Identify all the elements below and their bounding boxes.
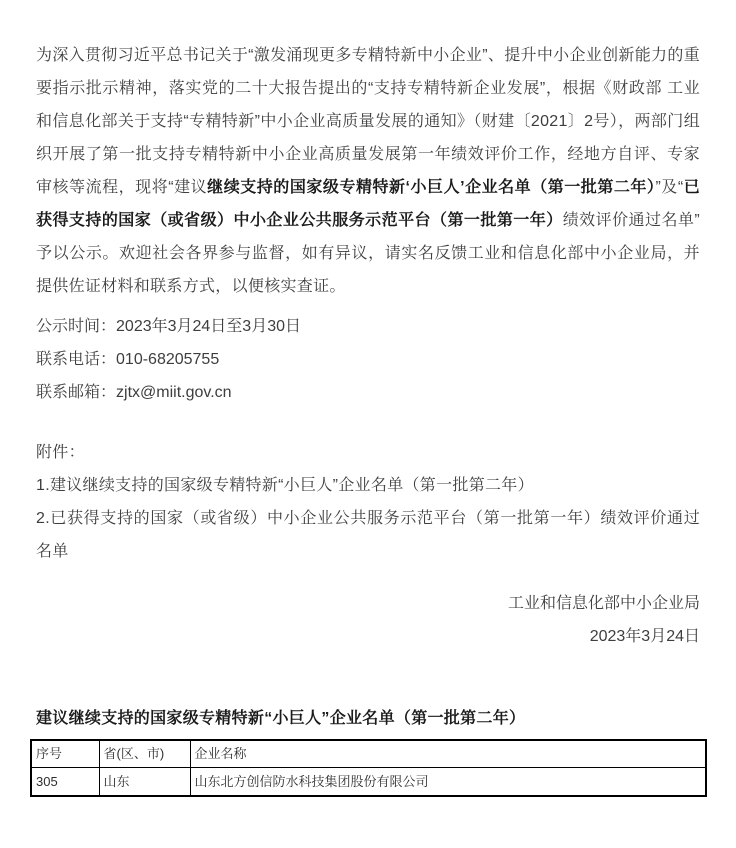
cell-province: 山东 — [99, 768, 190, 797]
attachments-label: 附件： — [36, 444, 85, 461]
issue-date: 2023年3月24日 — [589, 628, 700, 645]
attachment-item-2: 2.已获得支持的国家（或省级）中小企业公共服务示范平台（第一批第一年）绩效评价通过名单 — [36, 510, 700, 560]
publicity-period-value: 2023年3月24日至3月30日 — [116, 318, 302, 335]
emphasized-list-name-1: 继续支持的国家级专精特新‘小巨人’企业名单（第一批第二年） — [207, 179, 656, 196]
contact-email-value: zjtx@miit.gov.cn — [116, 384, 232, 401]
issuing-department: 工业和信息化部中小企业局 — [507, 595, 700, 612]
attachment-item-1: 1.建议继续支持的国家级专精特新“小巨人”企业名单（第一批第二年） — [36, 477, 534, 494]
publicity-period-label: 公示时间： — [36, 318, 117, 335]
signature-block — [36, 587, 700, 653]
attachments-block — [36, 436, 700, 568]
table-header-province: 省(区、市) — [99, 740, 190, 768]
table-row — [31, 768, 706, 797]
publicity-period-line — [36, 310, 700, 343]
emphasized-list-name-2: 已获得支持的国家（或省级）中小企业公共服务示范平台（第一批第一年） — [36, 179, 700, 229]
contact-phone-value: 010-68205755 — [116, 351, 220, 368]
cell-seq: 305 — [31, 768, 99, 797]
table-header-row — [31, 740, 706, 768]
announcement-paragraph — [36, 39, 700, 303]
contact-info-block — [36, 310, 700, 409]
paragraph-segment: 为深入贯彻习近平总书记关于“激发涌现更多专精特新中小企业”、提升中小企业创新能力的重要指示批示精神，落实党的二十大报告提出的“支持专精特新企业发展”，根据《财政部 工业和信息化部关于支持“专精特新”中小企业高质量发展的通知》（财建〔2021〕2号），两部门组织开展了第一批支持专精特新中小企业高质量发展第一年绩效评价工作，经地方自评、专家审核等流程，现将“建议 — [36, 47, 700, 196]
cell-enterprise: 山东北方创信防水科技集团股份有限公司 — [190, 768, 706, 797]
contact-email-line — [36, 376, 700, 409]
contact-phone-line — [36, 343, 700, 376]
contact-phone-label: 联系电话： — [36, 351, 117, 368]
table-header-enterprise: 企业名称 — [190, 740, 706, 768]
paragraph-segment: 绩效评价通过名单”予以公示。欢迎社会各界参与监督，如有异议，请实名反馈工业和信息化部中小企业局，并提供佐证材料和联系方式，以便核实查证。 — [36, 212, 701, 295]
table-header-seq: 序号 — [31, 740, 99, 768]
roster-table-title: 建议继续支持的国家级专精特新“小巨人”企业名单（第一批第二年） — [36, 710, 526, 727]
paragraph-segment: ”及“ — [655, 179, 684, 196]
enterprise-roster-table — [30, 739, 707, 797]
contact-email-label: 联系邮箱： — [36, 384, 117, 401]
